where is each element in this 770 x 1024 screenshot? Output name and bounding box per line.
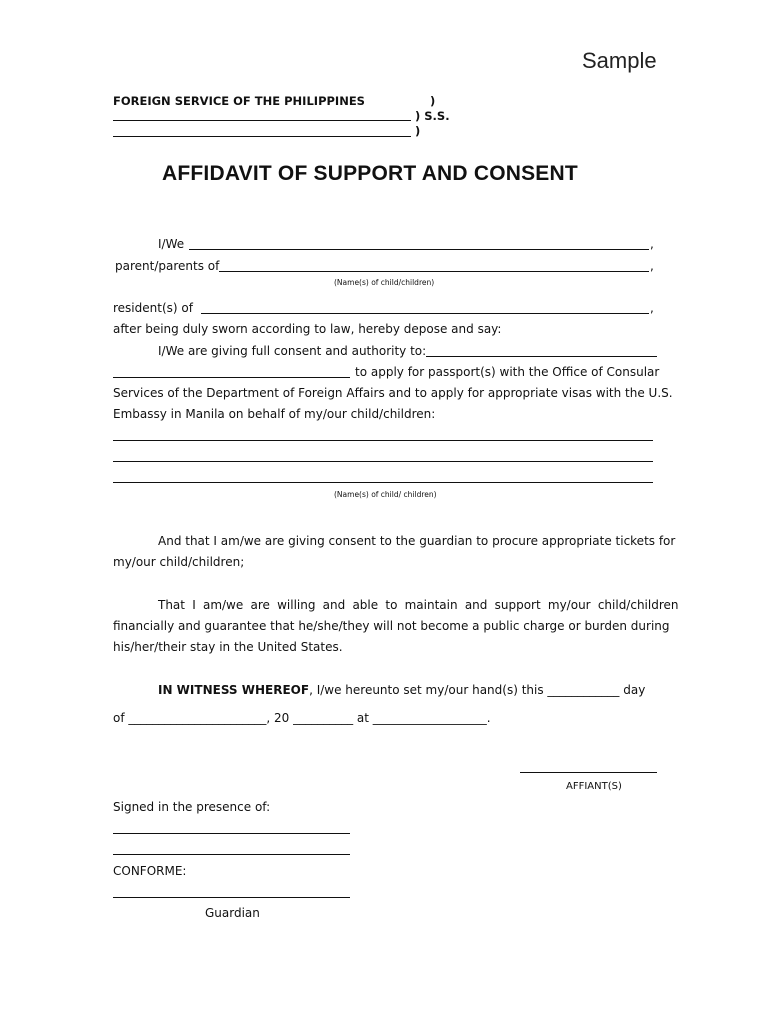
parent-comma: , — [650, 259, 654, 273]
header-line-1[interactable] — [113, 120, 411, 121]
services-text: Services of the Department of Foreign Affairs and to apply for appropriate visas with the U.S. — [113, 386, 673, 400]
header-line-2[interactable] — [113, 136, 411, 137]
affiant-signature-line[interactable] — [520, 772, 657, 773]
document-title: AFFIDAVIT OF SUPPORT AND CONSENT — [162, 162, 578, 185]
presence-label: Signed in the presence of: — [113, 800, 271, 814]
support-paragraph-line-1: That I am/we are willing and able to maintain and support my/our child/children — [158, 598, 679, 612]
child-name-line-3[interactable] — [113, 482, 653, 483]
witness-signature-line-1[interactable] — [113, 833, 350, 834]
apply-name-line[interactable] — [113, 377, 350, 378]
apply-text: to apply for passport(s) with the Office of Consular — [355, 365, 660, 379]
tickets-paragraph-line-1: And that I am/we are giving consent to the guardian to procure appropriate tickets for — [158, 534, 676, 548]
support-paragraph-line-2: financially and guarantee that he/she/they will not become a public charge or burden during — [113, 619, 670, 633]
conforme-label: CONFORME: — [113, 864, 187, 878]
iwe-name-line[interactable] — [189, 249, 649, 250]
iwe-comma: , — [650, 237, 654, 251]
embassy-text: Embassy in Manila on behalf of my/our child/children: — [113, 407, 436, 421]
consent-label: I/We are giving full consent and authority to: — [158, 344, 427, 358]
ss-label: ) S.S. — [415, 109, 450, 123]
header-paren-1: ) — [430, 94, 436, 108]
parent-name-line[interactable] — [219, 271, 649, 272]
sample-watermark: Sample — [582, 48, 657, 73]
witness-signature-line-2[interactable] — [113, 854, 350, 855]
resident-label: resident(s) of — [113, 301, 193, 315]
witness-line-1 — [158, 683, 645, 697]
names-caption: (Name(s) of child/children) — [334, 278, 435, 287]
child-name-line-2[interactable] — [113, 461, 653, 462]
tickets-paragraph-line-2: my/our child/children; — [113, 555, 245, 569]
sworn-text: after being duly sworn according to law, hereby depose and say: — [113, 322, 502, 336]
resident-comma: , — [650, 301, 654, 315]
support-paragraph-line-3: his/her/their stay in the United States. — [113, 640, 343, 654]
guardian-signature-line[interactable] — [113, 897, 350, 898]
parent-label: parent/parents of — [115, 259, 220, 273]
resident-line[interactable] — [201, 313, 649, 314]
iwe-label: I/We — [158, 237, 185, 251]
names-caption-2: (Name(s) of child/ children) — [334, 490, 437, 499]
witness-rest: , I/we hereunto set my/our hand(s) this ____________ day — [309, 683, 646, 697]
header-paren-3: ) — [415, 124, 421, 138]
child-name-line-1[interactable] — [113, 440, 653, 441]
consent-name-line[interactable] — [426, 356, 657, 357]
agency-header: FOREIGN SERVICE OF THE PHILIPPINES — [113, 94, 365, 108]
witness-line-2: of _______________________, 20 __________ at ___________________. — [113, 711, 491, 725]
witness-lead: IN WITNESS WHEREOF — [158, 683, 310, 697]
guardian-label: Guardian — [205, 906, 260, 920]
affiant-label: AFFIANT(S) — [566, 781, 622, 792]
